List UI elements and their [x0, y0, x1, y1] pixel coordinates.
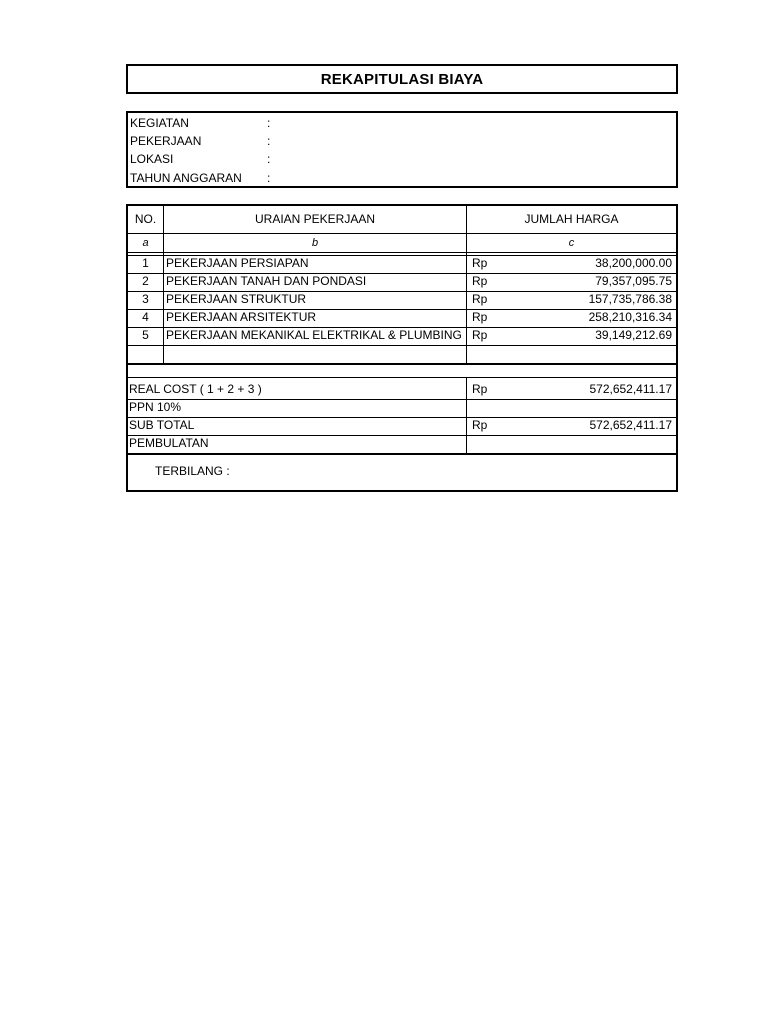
row-divider — [128, 363, 676, 365]
row-divider — [128, 252, 676, 253]
summary-label-pembulatan: PEMBULATAN — [129, 436, 209, 450]
summary-amount: 572,652,411.17 — [589, 382, 672, 396]
row-amount: 39,149,212.69 — [595, 328, 672, 342]
header-uraian: URAIAN PEKERJAAN — [254, 212, 376, 226]
row-amount: 258,210,316.34 — [588, 310, 672, 324]
row-currency: Rp — [472, 328, 488, 342]
info-label: PEKERJAAN — [130, 134, 202, 148]
document-title-box — [126, 64, 678, 94]
info-label: LOKASI — [130, 152, 174, 166]
row-number: 4 — [142, 310, 149, 324]
summary-currency: Rp — [472, 382, 488, 396]
terbilang-label: TERBILANG : — [155, 464, 230, 478]
summary-amount: 572,652,411.17 — [589, 418, 672, 432]
project-info-box — [126, 111, 678, 188]
summary-label-real-cost: REAL COST ( 1 + 2 + 3 ) — [129, 382, 262, 396]
info-separator: : — [267, 171, 271, 185]
row-currency: Rp — [472, 256, 488, 270]
subheader-a: a — [142, 237, 149, 249]
row-currency: Rp — [472, 292, 488, 306]
subheader-b: b — [311, 237, 319, 249]
row-description: PEKERJAAN MEKANIKAL ELEKTRIKAL & PLUMBING — [166, 328, 462, 342]
row-description: PEKERJAAN PERSIAPAN — [166, 256, 309, 270]
row-number: 1 — [142, 256, 149, 270]
row-description: PEKERJAAN TANAH DAN PONDASI — [166, 274, 367, 288]
column-divider — [163, 206, 164, 364]
row-divider — [128, 453, 676, 455]
subheader-c: c — [568, 237, 575, 249]
info-label: TAHUN ANGGARAN — [130, 171, 242, 185]
header-jumlah: JUMLAH HARGA — [524, 212, 619, 226]
info-separator: : — [267, 116, 271, 130]
summary-amount — [528, 434, 672, 452]
row-number: 3 — [142, 292, 149, 306]
column-divider — [466, 378, 467, 453]
summary-currency: Rp — [472, 418, 488, 432]
document-title: REKAPITULASI BIAYA — [320, 70, 484, 88]
summary-label-ppn: PPN 10% — [129, 400, 182, 414]
info-separator: : — [267, 152, 271, 166]
summary-amount — [528, 398, 672, 416]
row-divider — [128, 377, 676, 378]
info-label: KEGIATAN — [130, 116, 189, 130]
row-amount: 157,735,786.38 — [588, 292, 672, 306]
row-currency: Rp — [472, 310, 488, 324]
summary-label-sub-total: SUB TOTAL — [129, 418, 195, 432]
column-divider — [466, 206, 467, 364]
row-currency: Rp — [472, 274, 488, 288]
cost-table — [126, 204, 678, 492]
row-amount: 38,200,000.00 — [595, 256, 672, 270]
row-description: PEKERJAAN STRUKTUR — [166, 292, 307, 306]
header-no: NO. — [134, 212, 157, 226]
row-divider — [128, 345, 676, 346]
row-description: PEKERJAAN ARSITEKTUR — [166, 310, 317, 324]
row-amount: 79,357,095.75 — [595, 274, 672, 288]
info-separator: : — [267, 134, 271, 148]
row-number: 2 — [142, 274, 149, 288]
row-number: 5 — [142, 328, 149, 342]
